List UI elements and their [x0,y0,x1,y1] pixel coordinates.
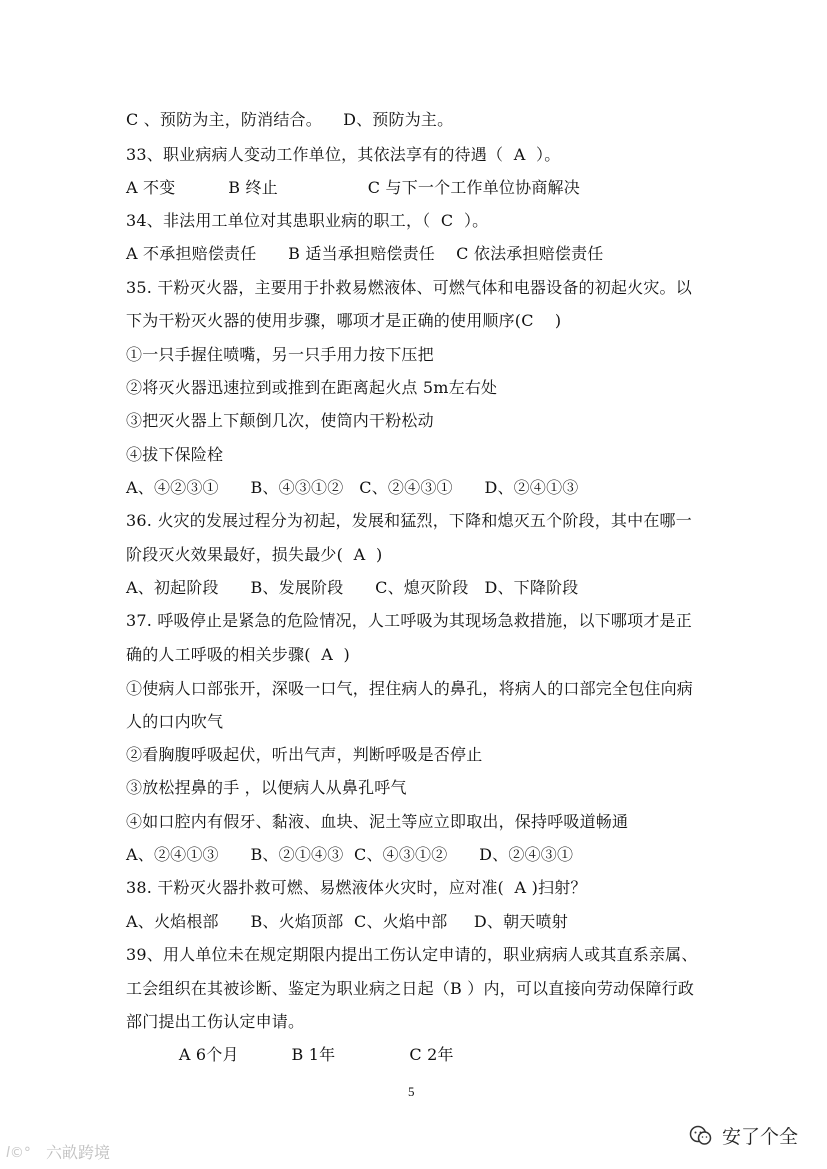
step-item: ④拔下保险栓 [126,445,224,464]
step-item: ③放松捏鼻的手 ，以便病人从鼻孔呼气 [126,778,407,797]
question-34: 34、非法用工单位对其患职业病的职工，（ C ）。 [126,211,489,230]
account-name: 安了个全 [722,1126,799,1148]
answer-options-39: A 6个月 B 1年 C 2年 [126,1045,454,1064]
watermark-logo [6,1140,110,1163]
question-35-line-1: 35. 干粉灭火器，主要用于扑救易燃液体、可燃气体和电器设备的初起火灾。以 [126,278,692,297]
question-39-line-1: 39、用人单位未在规定期限内提出工伤认定申请的，职业病病人或其直系亲属、 [126,945,698,964]
question-39-line-3: 部门提出工伤认定申请。 [126,1012,305,1031]
question-37-line-1: 37. 呼吸停止是紧急的危险情况，人工呼吸为其现场急救措施，以下哪项才是正 [126,611,692,630]
step-item: ④如口腔内有假牙、黏液、血块、泥土等应立即取出，保持呼吸道畅通 [126,812,629,831]
answer-options-36: A、初起阶段 B、发展阶段 C、熄灭阶段 D、下降阶段 [126,578,579,597]
question-37-line-2: 确的人工呼吸的相关步骤( A ) [126,645,350,664]
question-35-line-2: 下为干粉灭火器的使用步骤，哪项才是正确的使用顺序(C ) [126,311,562,330]
wechat-account-mark [688,1122,798,1149]
answer-options-33: A 不变 B 终止 C 与下一个工作单位协商解决 [126,178,580,197]
watermark-text: 六畝跨境 [46,1143,111,1162]
wechat-icon [688,1123,714,1149]
page-number: 5 [408,1084,415,1099]
question-38: 38. 干粉灭火器扑救可燃、易燃液体火灾时，应对准( A )扫射？ [126,878,587,897]
step-item-continued: 人的口内吹气 [126,712,224,731]
answer-options-38: A、火焰根部 B、火焰顶部 C、火焰中部 D、朝天喷射 [126,912,568,931]
step-item: ①使病人口部张开，深吸一口气，捏住病人的鼻孔，将病人的口部完全包住向病 [126,679,694,698]
answer-options-34: A 不承担赔偿责任 B 适当承担赔偿责任 C 依法承担赔偿责任 [126,244,604,263]
question-33: 33、职业病病人变动工作单位，其依法享有的待遇（ A ）。 [126,145,561,164]
watermark-logo-icon [6,1143,40,1161]
text-line: C 、预防为主，防消结合。 D、预防为主。 [126,110,454,129]
step-item: ③把灭火器上下颠倒几次，使筒内干粉松动 [126,411,434,430]
step-item: ②将灭火器迅速拉到或推到在距离起火点 5m左右处 [126,378,498,397]
answer-options-37: A、②④①③ B、②①④③ C、④③①② D、②④③① [126,845,574,864]
answer-options-35: A、④②③① B、④③①② C、②④③① D、②④①③ [126,478,579,497]
step-item: ②看胸腹呼吸起伏，听出气声，判断呼吸是否停止 [126,745,483,764]
step-item: ①一只手握住喷嘴，另一只手用力按下压把 [126,345,434,364]
svg-text:l©°: l©° [6,1144,31,1161]
question-36-line-1: 36. 火灾的发展过程分为初起，发展和猛烈，下降和熄灭五个阶段，其中在哪一 [126,511,692,530]
question-39-line-2: 工会组织在其被诊断、鉴定为职业病之日起（B ）内，可以直接向劳动保障行政 [126,979,695,998]
question-36-line-2: 阶段灭火效果最好，损失最少( A ) [126,545,383,564]
